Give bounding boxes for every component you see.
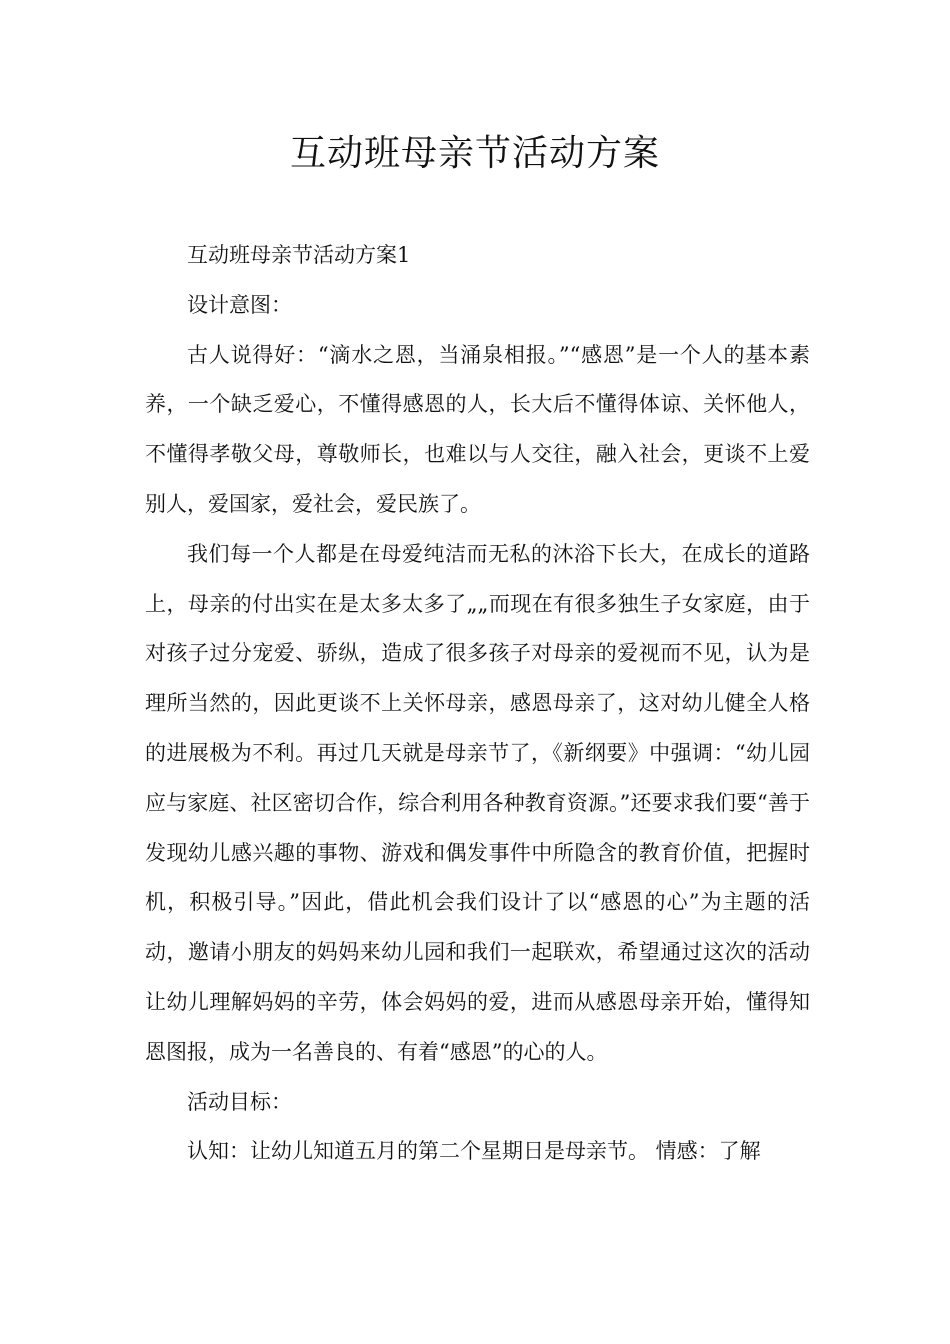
paragraph-maternal-love: 我们每一个人都是在母爱纯洁而无私的沐浴下长大，在成长的道路上，母亲的付出实在是太多太多了„„而现在有很多独生子女家庭，由于对孩子过分宠爱、骄纵，造成了很多孩子对母亲的爱视而不见，认为是理所当然的，因此更谈不上关怀母亲，感恩母亲了，这对幼儿健全人格的进展极为不利。再过几天就是母亲节了，《新纲要》中强调：“幼儿园应与家庭、社区密切合作，综合利用各种教育资源。”还要求我们要“善于发现幼儿感兴趣的事物、游戏和偶发事件中所隐含的教育价值，把握时机，积极引导。”因此，借此机会我们设计了以“感恩的心”为主题的活动，邀请小朋友的妈妈来幼儿园和我们一起联欢，希望通过这次的活动让幼儿理解妈妈的辛劳，体会妈妈的爱，进而从感恩母亲开始，懂得知恩图报，成为一名善良的、有着“感恩”的心的人。 [145, 541, 810, 1064]
section-heading: 互动班母亲节活动方案1 [187, 243, 411, 267]
document-body [145, 231, 810, 1177]
document-title: 互动班母亲节活动方案 [289, 133, 660, 174]
paragraph-goals: 认知：让幼儿知道五月的第二个星期日是母亲节。 情感：了解 [187, 1139, 761, 1164]
subheading-design-intent: 设计意图： [187, 292, 292, 317]
subheading-activity-goals: 活动目标： [187, 1089, 292, 1114]
paragraph-gratitude: 古人说得好：“滴水之恩，当涌泉相报。”“感恩”是一个人的基本素养，一个缺乏爱心，不懂得感恩的人，长大后不懂得体谅、关怀他人，不懂得孝敬父母，尊敬师长，也难以与人交往，融入社会，更谈不上爱别人，爱国家，爱社会，爱民族了。 [145, 342, 810, 516]
